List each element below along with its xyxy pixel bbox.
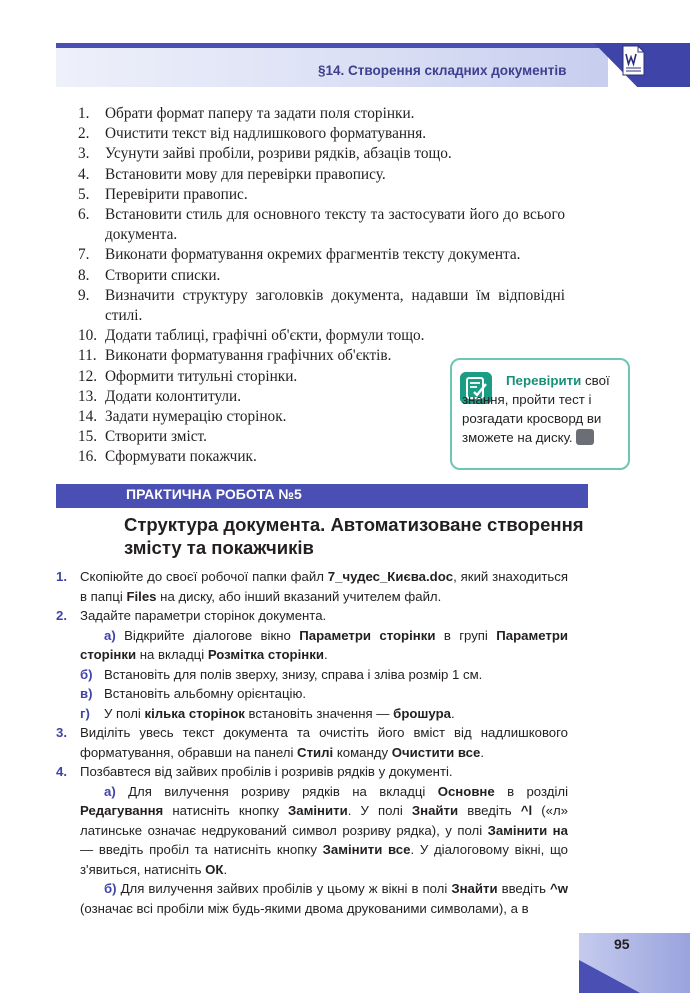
list-item: 4. Встановити мову для перевірки правопису. bbox=[78, 165, 386, 183]
list-item: 16. Сформувати покажчик. bbox=[78, 448, 257, 466]
section-title: §14. Створення складних документів bbox=[318, 63, 567, 78]
list-item: 6. Встановити стиль для основного тексту та застосувати його до всього документа. bbox=[78, 206, 565, 244]
task-2b: б) Встановіть для полів зверху, знизу, справа і зліва розмір 1 см. bbox=[80, 666, 483, 682]
list-item: 12. Оформити титульні сторінки. bbox=[78, 367, 298, 385]
task-2d: г) У полі кілька сторінок встановіть значення — брошура. bbox=[80, 705, 455, 721]
task-1: 1. Скопіюйте до своєї робочої папки файл 7_чудес_Києва.doc, який знаходиться в папці Files на диску, або інший вказаний учителем файл. bbox=[56, 569, 569, 604]
list-item: 1. Обрати формат паперу та задати поля сторінки. bbox=[78, 105, 415, 122]
list-item: 7. Виконати форматування окремих фрагментів тексту документа. bbox=[78, 246, 521, 264]
list-item: 2. Очистити текст від надлишкового форматування. bbox=[78, 125, 427, 143]
task-4: 4. Позбавтеся від зайвих пробілів і розривів рядків у документі. bbox=[56, 764, 453, 779]
list-item: 13. Додати колонтитули. bbox=[78, 387, 242, 405]
task-4b: б) Для вилучення зайвих пробілів у цьому ж вікні в полі Знайти введіть ^w (означає всі пробіли між будь-якими двома друкованими символами), а в bbox=[80, 881, 568, 916]
info-text: Перевірити свої знання, пройти тест і розгадати кросворд ви зможете на диску. bbox=[462, 373, 610, 445]
tasks bbox=[56, 567, 568, 918]
list-item: 11. Виконати форматування графічних об'єктів. bbox=[78, 347, 392, 365]
task-2c: в) Встановіть альбомну орієнтацію. bbox=[80, 686, 307, 701]
task-2: 2. Задайте параметри сторінок документа. bbox=[56, 608, 327, 623]
list-item: 10. Додати таблиці, графічні об'єкти, формули тощо. bbox=[78, 327, 425, 345]
task-3: 3. Виділіть увесь текст документа та очистіть його вміст від надлишкового форматування, обравши на панелі Стилі команду Очистити все. bbox=[56, 725, 568, 760]
task-2a: а) Відкрийте діалогове вікно Параметри сторінки в групі Параметри сторінки на вкладці Розмітка сторінки. bbox=[80, 627, 568, 662]
list-item: 14. Задати нумерацію сторінок. bbox=[78, 408, 287, 426]
page-number: 95 bbox=[614, 936, 630, 952]
practice-title: Структура документа. Автоматизоване створення змісту та покажчиків bbox=[124, 514, 584, 558]
word-document-icon bbox=[620, 45, 646, 77]
disk-link-icon[interactable] bbox=[576, 429, 594, 445]
list-item: 9. Визначити структуру заголовків документа, надавши їм відповідні стилі. bbox=[78, 286, 565, 325]
task-4a: а) Для вилучення розриву рядків на вкладці Основне в розділі Редагування натисніть кнопку Замінити. У полі Знайти введіть ^l («л» латинське означає недрукований символ розриву рядка), у полі Замінити на — введіть пробіл та натисніть кнопку Замінити все. У діалоговому вікні, що з'явиться, натисніть ОК. bbox=[80, 783, 569, 877]
list-item: 5. Перевірити правопис. bbox=[78, 185, 248, 203]
list-item: 15. Створити зміст. bbox=[78, 428, 207, 446]
check-knowledge-box bbox=[450, 358, 630, 470]
list-item: 8. Створити списки. bbox=[78, 266, 221, 284]
list-item: 3. Усунути зайві пробіли, розриви рядків, абзаців тощо. bbox=[78, 145, 452, 163]
practice-label: ПРАКТИЧНА РОБОТА №5 bbox=[126, 486, 302, 502]
